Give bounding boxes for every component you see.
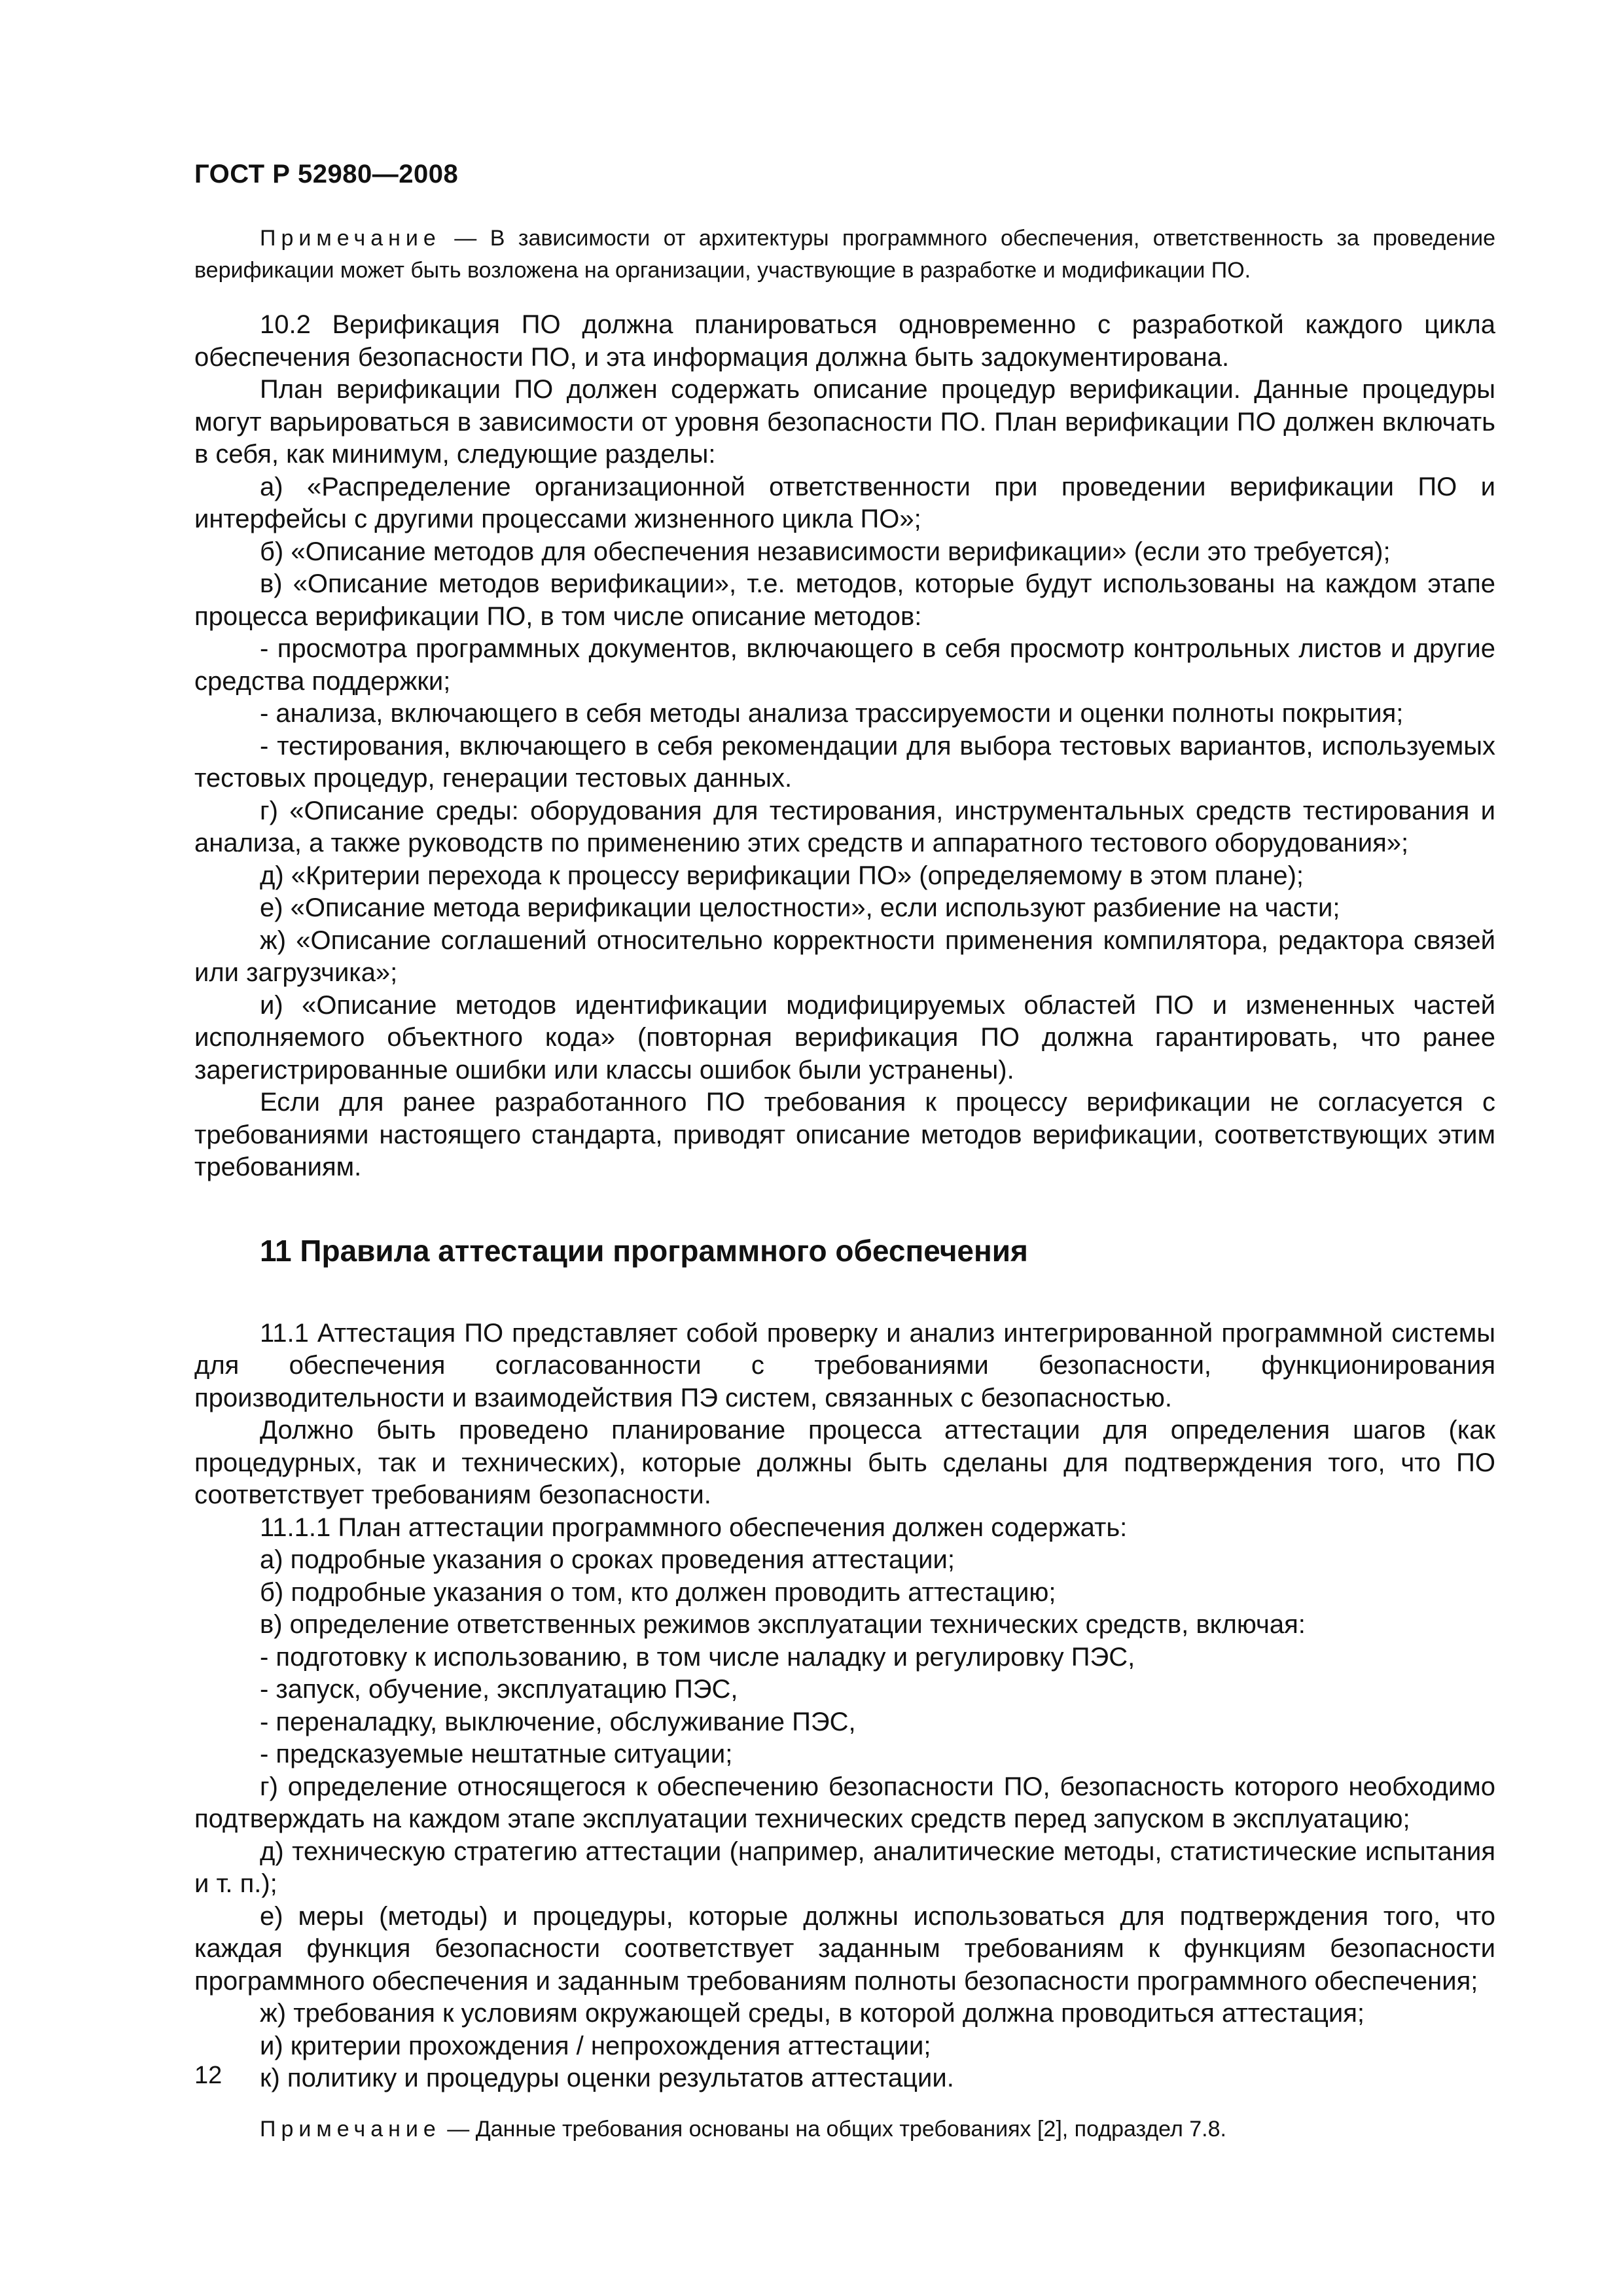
list-item: д) «Критерии перехода к процессу верификации ПО» (определяемому в этом плане); [260,861,1304,890]
list-item: - переналадку, выключение, обслуживание ПЭС, [260,1707,856,1736]
paragraph: Должно быть проведено планирование процесса аттестации для определения шагов (как процедурных, так и технических), которые должны быть сделаны для подтверждения того, что ПО соответствует требованиям безопасности. [194,1416,1495,1509]
list-item: а) «Распределение организационной ответственности при проведении верификации ПО и интерфейсы с другими процессами жизненного цикла ПО»; [194,472,1495,533]
note-bottom [194,2113,1495,2145]
list-item: - предсказуемые нештатные ситуации; [260,1740,733,1768]
page-number: 12 [194,2062,223,2089]
list-item: - запуск, обучение, эксплуатацию ПЭС, [260,1675,738,1704]
paragraph-11-1-1: 11.1.1 План аттестации программного обеспечения должен содержать: [260,1513,1128,1542]
list-item: и) критерии прохождения / непрохождения аттестации; [260,2031,931,2060]
document-code: ГОСТ Р 52980—2008 [194,160,459,188]
note-text: — Данные требования основаны на общих требованиях [2], подраздел 7.8. [440,2116,1226,2142]
list-item: д) техническую стратегию аттестации (например, аналитические методы, статистические испытания и т. п.); [194,1837,1495,1898]
list-item: ж) «Описание соглашений относительно корректности применения компилятора, редактора связей или загрузчика»; [194,925,1495,987]
list-item: а) подробные указания о сроках проведения аттестации; [260,1545,955,1574]
list-item: в) определение ответственных режимов эксплуатации технических средств, включая: [260,1610,1306,1639]
list-item: - тестирования, включающего в себя рекомендации для выбора тестовых вариантов, используемых тестовых процедур, генерации тестовых данных. [194,731,1495,793]
list-item: е) меры (методы) и процедуры, которые должны использоваться для подтверждения того, что каждая функция безопасности соответствует заданным требованиям к функциям безопасности программного обеспечения и заданным требованиям полноты безопасности программного обеспечения; [194,1901,1495,1996]
note-top [194,223,1495,287]
list-item: г) «Описание среды: оборудования для тестирования, инструментальных средств тестирования и анализа, а также руководств по применению этих средств и аппаратного тестового оборудования»; [194,796,1495,857]
list-item: - просмотра программных документов, включающего в себя просмотр контрольных листов и другие средства поддержки; [194,634,1495,696]
paragraph-11-1: 11.1 Аттестация ПО представляет собой проверку и анализ интегрированной программной системы для обеспечения согласованности с требованиями безопасности, функционирования производительности и взаимодействия ПЭ систем, связанных с безопасностью. [194,1318,1495,1412]
list-item: - подготовку к использованию, в том числе наладку и регулировку ПЭС, [260,1642,1135,1672]
list-item: б) «Описание методов для обеспечения независимости верификации» (если это требуется); [260,537,1391,566]
list-item: и) «Описание методов идентификации модифицируемых областей ПО и измененных частей исполняемого объектного кода» (повторная верификация ПО должна гарантировать, что ранее зарегистрированные ошибки или классы ошибок были устранены). [194,990,1495,1085]
list-item: в) «Описание методов верификации», т.е. методов, которые будут использованы на каждом этапе процесса верификации ПО, в том числе описание методов: [194,569,1495,631]
list-item: к) политику и процедуры оценки результатов аттестации. [260,2064,954,2092]
list-item: е) «Описание метода верификации целостности», если используют разбиение на части; [260,893,1340,922]
list-item: г) определение относящегося к обеспечению безопасности ПО, безопасность которого необходимо подтверждать на каждом этапе эксплуатации технических средств перед запуском в эксплуатацию; [194,1772,1495,1833]
paragraph-10-2: 10.2 Верификация ПО должна планироваться одновременно с разработкой каждого цикла обеспечения безопасности ПО, и эта информация должна быть задокументирована. [194,310,1495,372]
note-label: Примечание [260,226,441,251]
note-label: Примечание [260,2116,441,2142]
list-item: ж) требования к условиям окружающей среды, в которой должна проводиться аттестация; [260,1999,1365,2028]
page-content [194,223,1495,2145]
list-item: б) подробные указания о том, кто должен проводить аттестацию; [260,1577,1056,1607]
list-item: - анализа, включающего в себя методы анализа трассируемости и оценки полноты покрытия; [260,699,1404,728]
note-text: — В зависимости от архитектуры программного обеспечения, ответственность за проведение верификации может быть возложена на организации, участвующие в разработке и модификации ПО. [194,226,1495,283]
paragraph: План верификации ПО должен содержать описание процедур верификации. Данные процедуры могут варьироваться в зависимости от уровня безопасности ПО. План верификации ПО должен включать в себя, как минимум, следующие разделы: [194,375,1495,469]
section-heading: 11 Правила аттестации программного обеспечения [260,1233,1028,1268]
paragraph: Если для ранее разработанного ПО требования к процессу верификации не согласуется с требованиями настоящего стандарта, приводят описание методов верификации, соответствующих этим требованиям. [194,1088,1495,1181]
